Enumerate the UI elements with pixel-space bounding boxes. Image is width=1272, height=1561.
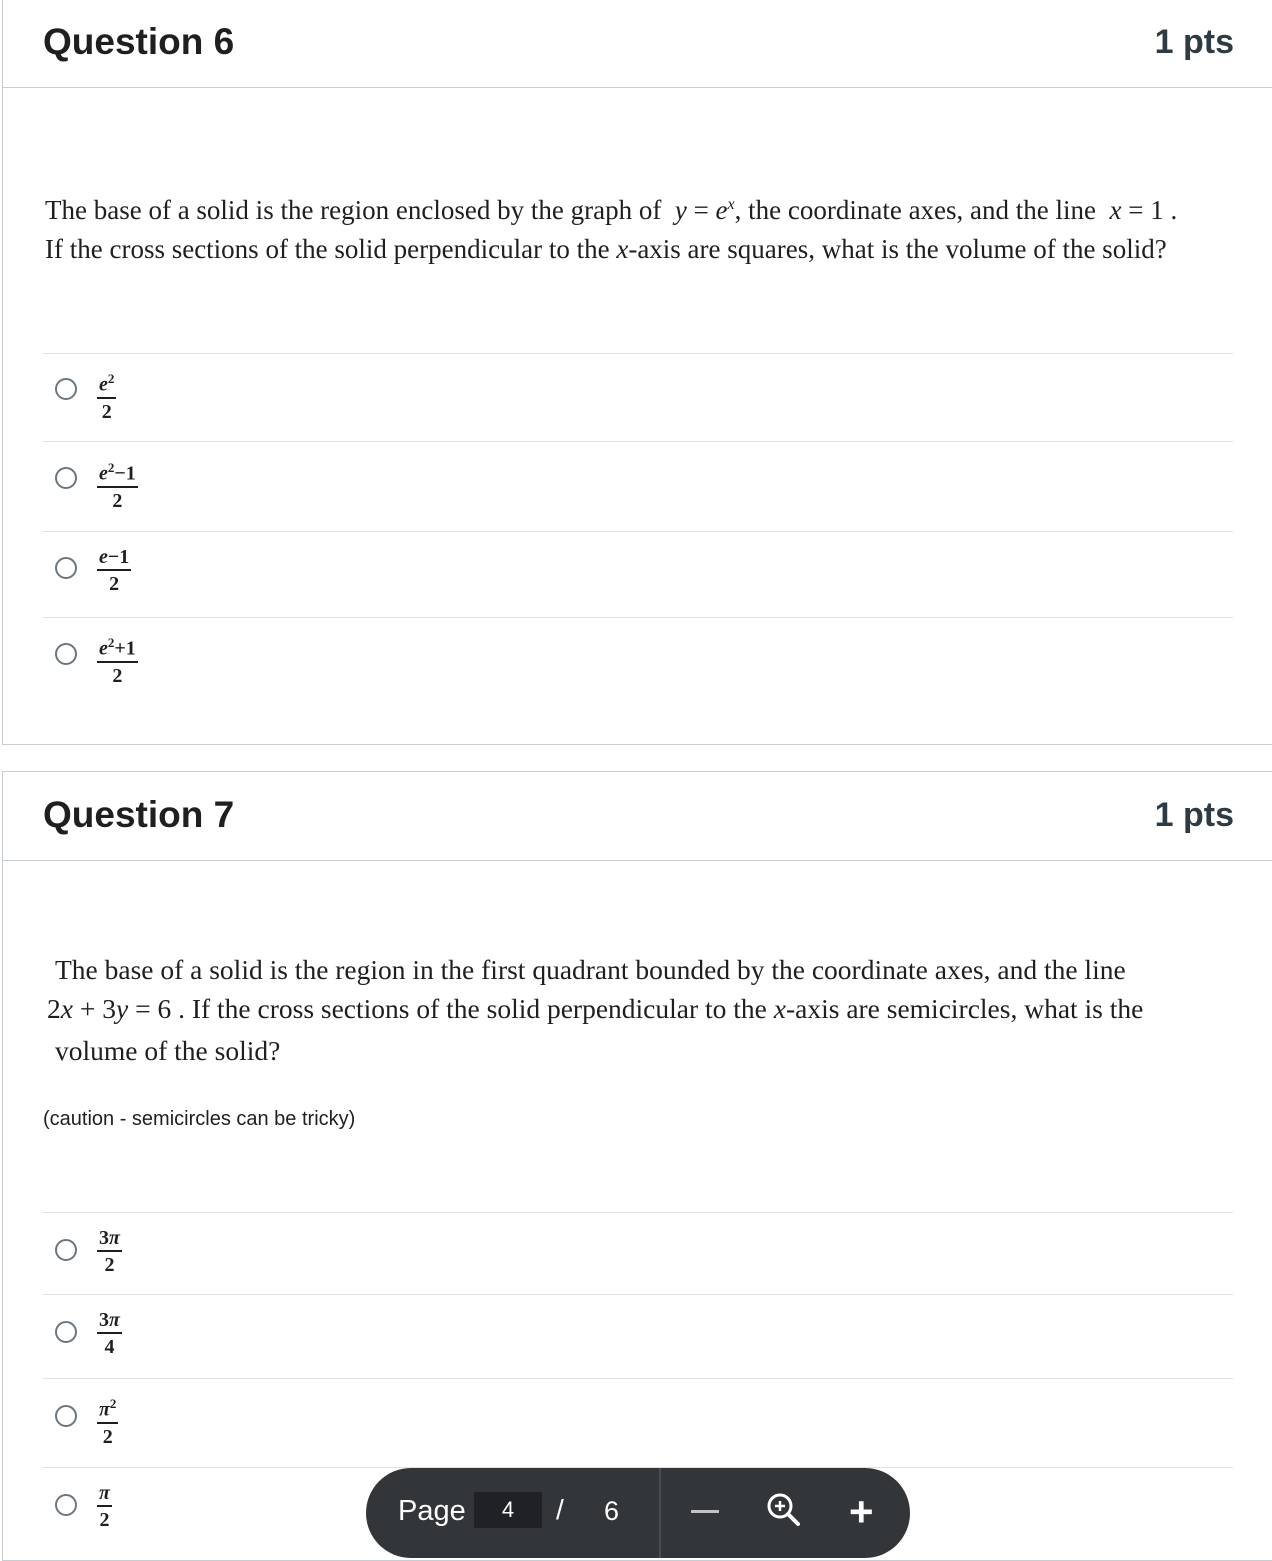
answer-label: $\frac{\pi}{2}$ <box>99 1482 110 1531</box>
question-7-prompt: The base of a solid is the region in the first quadrant bounded by the coordinate axes, and the line 2x + 3y = 6 . If the cross sections of the solid perpendicular to the x-axis are semicircles, what is the volume of the solid? <box>47 954 1144 1066</box>
radio-button[interactable] <box>55 1321 77 1343</box>
radio-button[interactable] <box>55 643 77 665</box>
radio-button[interactable] <box>55 1405 77 1427</box>
page-label: Page <box>398 1495 466 1527</box>
radio-button[interactable] <box>55 1494 77 1516</box>
question-7-caution: (caution - semicircles can be tricky) <box>43 1108 356 1130</box>
question-7-card <box>2 771 1272 1561</box>
answer-option[interactable] <box>43 1212 1233 1294</box>
pdf-toolbar <box>366 1468 910 1558</box>
plus-icon[interactable]: + <box>849 1488 874 1535</box>
page-separator: / <box>556 1494 564 1525</box>
question-6-title: Question 6 <box>43 21 235 62</box>
radio-button[interactable] <box>55 378 77 400</box>
answer-label: $\frac{\pi^2}{2}$ <box>97 1393 118 1448</box>
answer-label: $\frac{3\pi}{4}$ <box>99 1309 120 1358</box>
minus-icon[interactable] <box>691 1510 719 1513</box>
question-6-answers <box>43 353 1233 701</box>
answer-option[interactable] <box>43 617 1233 701</box>
radio-button[interactable] <box>55 467 77 489</box>
answer-label: $\frac{3\pi}{2}$ <box>99 1227 120 1276</box>
answer-label: $\frac{e-1}{2}$ <box>99 546 130 595</box>
question-6-card <box>2 0 1272 745</box>
page-number-input[interactable]: 4 <box>474 1492 542 1528</box>
answer-option[interactable] <box>43 531 1233 617</box>
toolbar-divider <box>659 1468 661 1558</box>
question-6-points: 1 pts <box>1154 23 1234 61</box>
answer-option[interactable] <box>43 1294 1233 1378</box>
total-pages: 6 <box>604 1496 620 1526</box>
answer-option[interactable] <box>43 1378 1233 1467</box>
question-7-points: 1 pts <box>1154 796 1234 834</box>
answer-label: $\frac{e^2+1}{2}$ <box>97 632 138 687</box>
answer-label: $\frac{e^2-1}{2}$ <box>97 457 138 512</box>
zoom-in-icon[interactable] <box>764 1490 804 1535</box>
question-7-title: Question 7 <box>43 794 235 835</box>
question-6-prompt: The base of a solid is the region enclosed by the graph of $y = e^x$, the coordinate axes, and the line x = 1 . If the cross sections of the solid perpendicular to the x-axis are squares, what is the volume of the solid? <box>45 195 1178 264</box>
question-7-header <box>3 772 1272 861</box>
answer-option[interactable] <box>43 353 1233 441</box>
question-6-header <box>3 0 1272 88</box>
radio-button[interactable] <box>55 1239 77 1261</box>
radio-button[interactable] <box>55 557 77 579</box>
answer-label: $\frac{e^2}{2}$ <box>97 368 116 423</box>
answer-option[interactable] <box>43 441 1233 531</box>
